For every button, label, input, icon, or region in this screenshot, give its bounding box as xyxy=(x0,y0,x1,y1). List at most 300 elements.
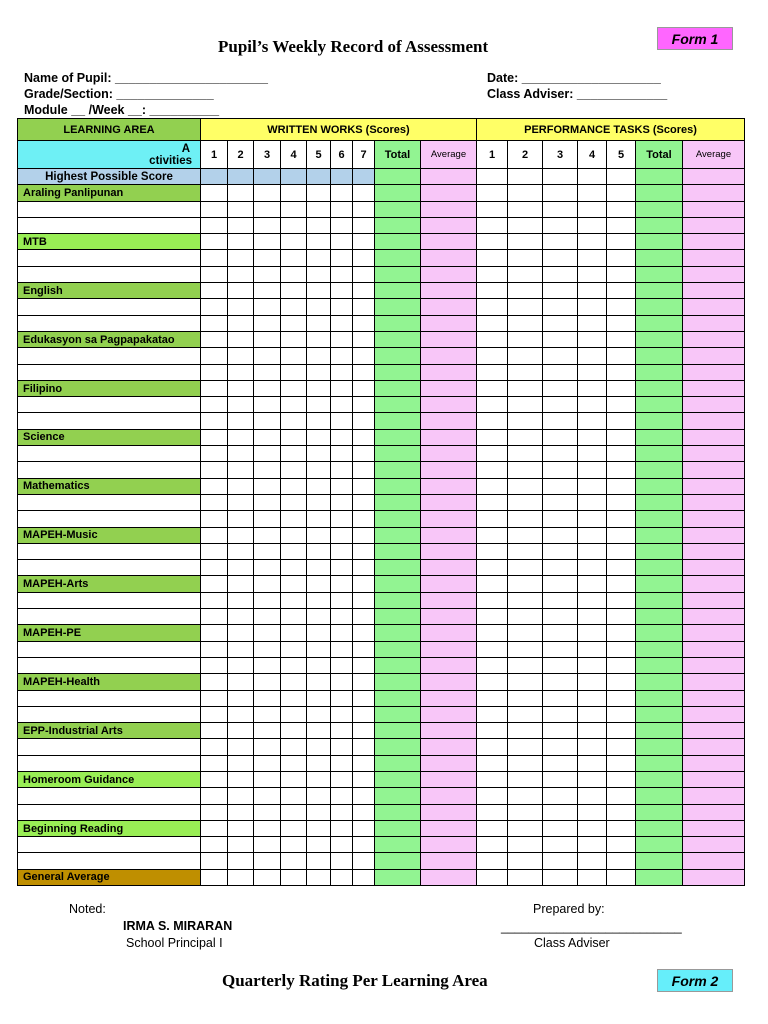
pt-score-cell xyxy=(578,201,607,217)
ww-score-cell xyxy=(353,527,375,543)
ww-score-cell xyxy=(353,511,375,527)
pt-score-cell xyxy=(543,560,578,576)
pt-average-cell xyxy=(683,397,745,413)
ww-score-cell xyxy=(307,478,331,494)
pt-score-cell xyxy=(477,657,508,673)
pt-score-cell xyxy=(543,283,578,299)
ww-score-cell xyxy=(353,331,375,347)
ww-score-cell xyxy=(331,331,353,347)
pt-score-cell xyxy=(607,462,636,478)
ww-score-cell xyxy=(353,771,375,787)
ww-score-cell xyxy=(228,657,254,673)
pt-score-cell xyxy=(578,527,607,543)
pt-score-cell xyxy=(578,543,607,559)
ww-score-cell xyxy=(331,413,353,429)
ww-average-cell xyxy=(421,348,477,364)
ww-score-cell xyxy=(353,543,375,559)
ww-score-cell xyxy=(331,543,353,559)
quarterly-rating-title: Quarterly Rating Per Learning Area xyxy=(222,971,488,990)
pt-average-cell xyxy=(683,315,745,331)
ww-score-cell xyxy=(228,723,254,739)
ww-score-cell xyxy=(228,853,254,869)
pt-score-cell xyxy=(477,169,508,185)
ww-score-cell xyxy=(228,543,254,559)
table-row xyxy=(18,511,745,527)
ww-score-cell xyxy=(307,690,331,706)
pt-score-cell xyxy=(477,413,508,429)
ww-score-cell xyxy=(201,315,228,331)
ww-score-cell xyxy=(353,478,375,494)
ww-score-cell xyxy=(281,315,307,331)
ww-score-cell xyxy=(228,755,254,771)
pt-score-cell xyxy=(578,250,607,266)
pt-average-cell xyxy=(683,853,745,869)
pt-score-cell xyxy=(578,331,607,347)
subject-row xyxy=(18,185,745,201)
ww-average-cell xyxy=(421,723,477,739)
ww-score-cell xyxy=(331,853,353,869)
ww-average-header: Average xyxy=(421,141,477,169)
pt-score-cell xyxy=(477,788,508,804)
activities-letter: A xyxy=(181,142,190,155)
ww-score-cell xyxy=(307,217,331,233)
ww-total-cell xyxy=(375,869,421,885)
pt-total-cell xyxy=(636,690,683,706)
ww-score-cell xyxy=(201,446,228,462)
ww-score-cell xyxy=(254,380,281,396)
written-works-header: WRITTEN WORKS (Scores) xyxy=(201,119,477,141)
ww-score-cell xyxy=(353,657,375,673)
pt-score-cell xyxy=(607,299,636,315)
pt-score-cell xyxy=(578,446,607,462)
ww-score-cell xyxy=(353,820,375,836)
pt-score-cell xyxy=(578,380,607,396)
ww-score-cell xyxy=(353,853,375,869)
ww-score-cell xyxy=(201,413,228,429)
pt-score-cell xyxy=(477,429,508,445)
ww-score-cell xyxy=(228,771,254,787)
pt-score-cell xyxy=(477,527,508,543)
pt-score-cell xyxy=(607,397,636,413)
pt-score-cell xyxy=(543,723,578,739)
pt-score-cell xyxy=(543,494,578,510)
pt-score-cell xyxy=(477,543,508,559)
table-row xyxy=(18,250,745,266)
ww-score-cell xyxy=(281,462,307,478)
subject-row xyxy=(18,234,745,250)
pt-score-cell xyxy=(543,266,578,282)
general-average-row xyxy=(18,869,745,885)
subject-blank-cell xyxy=(18,543,201,559)
subject-blank-cell xyxy=(18,397,201,413)
pt-score-cell xyxy=(508,380,543,396)
ww-average-cell xyxy=(421,380,477,396)
pt-score-cell xyxy=(607,543,636,559)
ww-total-cell xyxy=(375,446,421,462)
pt-score-cell xyxy=(607,853,636,869)
ww-score-cell xyxy=(281,837,307,853)
table-row xyxy=(18,201,745,217)
pt-score-cell xyxy=(543,250,578,266)
ww-average-cell xyxy=(421,739,477,755)
pt-score-cell xyxy=(508,511,543,527)
pt-total-cell xyxy=(636,543,683,559)
ww-score-cell xyxy=(281,560,307,576)
pt-score-cell xyxy=(607,788,636,804)
ww-score-cell xyxy=(331,527,353,543)
pt-average-cell xyxy=(683,364,745,380)
ww-score-cell xyxy=(307,494,331,510)
pt-total-cell xyxy=(636,527,683,543)
ww-score-cell xyxy=(228,462,254,478)
ww-score-cell xyxy=(254,201,281,217)
subject-label: MAPEH-Health xyxy=(18,674,201,690)
pt-score-cell xyxy=(508,820,543,836)
ww-total-cell xyxy=(375,804,421,820)
pt-total-cell xyxy=(636,820,683,836)
highest-score-row xyxy=(18,169,745,185)
ww-score-cell xyxy=(254,560,281,576)
pt-score-cell xyxy=(543,429,578,445)
ww-score-cell xyxy=(228,690,254,706)
pt-average-cell xyxy=(683,706,745,722)
ww-score-cell xyxy=(307,348,331,364)
ww-score-cell xyxy=(228,788,254,804)
ww-score-cell xyxy=(201,625,228,641)
ww-score-cell xyxy=(281,397,307,413)
pt-score-cell xyxy=(607,706,636,722)
ww-score-cell xyxy=(281,592,307,608)
pt-score-cell xyxy=(477,804,508,820)
ww-average-cell xyxy=(421,266,477,282)
ww-total-cell xyxy=(375,380,421,396)
ww-score-cell xyxy=(307,185,331,201)
ww-average-cell xyxy=(421,217,477,233)
subject-blank-cell xyxy=(18,348,201,364)
pt-average-cell xyxy=(683,788,745,804)
ww-score-cell xyxy=(353,266,375,282)
ww-score-cell xyxy=(307,266,331,282)
pt-score-cell xyxy=(578,853,607,869)
ww-score-cell xyxy=(228,804,254,820)
pt-column-number: 1 xyxy=(477,141,508,169)
ww-score-cell xyxy=(228,820,254,836)
pt-score-cell xyxy=(578,217,607,233)
pt-column-number: 2 xyxy=(508,141,543,169)
subject-blank-cell xyxy=(18,706,201,722)
subject-row xyxy=(18,478,745,494)
pt-average-cell xyxy=(683,185,745,201)
ww-score-cell xyxy=(353,413,375,429)
ww-score-cell xyxy=(331,315,353,331)
ww-score-cell xyxy=(201,690,228,706)
pt-score-cell xyxy=(477,348,508,364)
subject-label: Araling Panlipunan xyxy=(18,185,201,201)
ww-score-cell xyxy=(254,413,281,429)
signature-line: __________________________ xyxy=(501,920,682,934)
pt-score-cell xyxy=(508,234,543,250)
ww-score-cell xyxy=(254,217,281,233)
pt-total-cell xyxy=(636,739,683,755)
pt-score-cell xyxy=(477,625,508,641)
ww-score-cell xyxy=(228,185,254,201)
ww-average-cell xyxy=(421,397,477,413)
ww-score-cell xyxy=(201,706,228,722)
ww-score-cell xyxy=(281,576,307,592)
ww-score-cell xyxy=(254,788,281,804)
general-average-label: General Average xyxy=(18,869,201,885)
ww-score-cell xyxy=(228,169,254,185)
pt-score-cell xyxy=(607,234,636,250)
ww-score-cell xyxy=(353,869,375,885)
pt-score-cell xyxy=(543,609,578,625)
pt-score-cell xyxy=(543,299,578,315)
ww-total-cell xyxy=(375,266,421,282)
pt-score-cell xyxy=(607,609,636,625)
pt-score-cell xyxy=(508,771,543,787)
pt-score-cell xyxy=(477,755,508,771)
ww-score-cell xyxy=(228,380,254,396)
ww-score-cell xyxy=(254,592,281,608)
ww-score-cell xyxy=(353,755,375,771)
ww-score-cell xyxy=(201,511,228,527)
table-row xyxy=(18,853,745,869)
pt-average-cell xyxy=(683,657,745,673)
ww-score-cell xyxy=(228,266,254,282)
ww-score-cell xyxy=(254,462,281,478)
pt-average-cell xyxy=(683,169,745,185)
pt-score-cell xyxy=(477,609,508,625)
pt-average-cell xyxy=(683,641,745,657)
pt-score-cell xyxy=(543,576,578,592)
pt-score-cell xyxy=(477,250,508,266)
ww-score-cell xyxy=(281,690,307,706)
pt-total-cell xyxy=(636,478,683,494)
ww-average-cell xyxy=(421,853,477,869)
pt-score-cell xyxy=(543,315,578,331)
pt-score-cell xyxy=(508,299,543,315)
subject-blank-cell xyxy=(18,364,201,380)
ww-score-cell xyxy=(307,674,331,690)
pt-total-cell xyxy=(636,397,683,413)
pt-score-cell xyxy=(508,283,543,299)
ww-score-cell xyxy=(353,380,375,396)
ww-score-cell xyxy=(254,315,281,331)
pt-score-cell xyxy=(508,364,543,380)
pt-score-cell xyxy=(578,641,607,657)
ww-score-cell xyxy=(201,283,228,299)
pt-average-cell xyxy=(683,494,745,510)
pt-average-cell xyxy=(683,576,745,592)
subject-blank-cell xyxy=(18,804,201,820)
ww-score-cell xyxy=(201,201,228,217)
ww-score-cell xyxy=(254,185,281,201)
ww-score-cell xyxy=(281,348,307,364)
ww-score-cell xyxy=(331,625,353,641)
pt-score-cell xyxy=(508,185,543,201)
ww-column-number: 3 xyxy=(254,141,281,169)
pt-average-cell xyxy=(683,543,745,559)
ww-column-number: 7 xyxy=(353,141,375,169)
ww-score-cell xyxy=(254,609,281,625)
pt-score-cell xyxy=(578,739,607,755)
ww-total-cell xyxy=(375,739,421,755)
ww-score-cell xyxy=(353,788,375,804)
ww-score-cell xyxy=(353,315,375,331)
pt-score-cell xyxy=(578,315,607,331)
ww-score-cell xyxy=(228,348,254,364)
pt-total-cell xyxy=(636,755,683,771)
pt-total-cell xyxy=(636,853,683,869)
pt-score-cell xyxy=(543,462,578,478)
ww-average-cell xyxy=(421,413,477,429)
ww-total-cell xyxy=(375,592,421,608)
subject-blank-cell xyxy=(18,250,201,266)
ww-average-cell xyxy=(421,299,477,315)
ww-average-cell xyxy=(421,576,477,592)
pt-score-cell xyxy=(578,609,607,625)
pt-score-cell xyxy=(543,511,578,527)
ww-score-cell xyxy=(307,462,331,478)
pt-score-cell xyxy=(477,592,508,608)
pt-score-cell xyxy=(578,560,607,576)
date-field: Date: ____________________ xyxy=(487,71,661,85)
pt-score-cell xyxy=(477,771,508,787)
pt-score-cell xyxy=(607,283,636,299)
pt-score-cell xyxy=(477,853,508,869)
pt-score-cell xyxy=(477,331,508,347)
pt-total-cell xyxy=(636,380,683,396)
pt-total-cell xyxy=(636,429,683,445)
pt-score-cell xyxy=(607,625,636,641)
pt-score-cell xyxy=(578,869,607,885)
pt-average-cell xyxy=(683,837,745,853)
ww-total-cell xyxy=(375,609,421,625)
subject-label: Science xyxy=(18,429,201,445)
ww-total-cell xyxy=(375,625,421,641)
table-row xyxy=(18,266,745,282)
ww-column-number: 5 xyxy=(307,141,331,169)
pt-score-cell xyxy=(508,576,543,592)
ww-score-cell xyxy=(353,625,375,641)
subject-blank-cell xyxy=(18,641,201,657)
pt-score-cell xyxy=(607,837,636,853)
ww-score-cell xyxy=(254,853,281,869)
ww-score-cell xyxy=(353,283,375,299)
ww-score-cell xyxy=(228,641,254,657)
pt-score-cell xyxy=(543,657,578,673)
pt-total-cell xyxy=(636,641,683,657)
ww-total-cell xyxy=(375,560,421,576)
ww-score-cell xyxy=(281,723,307,739)
form1-badge: Form 1 xyxy=(657,27,733,50)
pt-score-cell xyxy=(607,413,636,429)
ww-score-cell xyxy=(353,690,375,706)
ww-score-cell xyxy=(281,739,307,755)
pt-score-cell xyxy=(543,217,578,233)
table-row xyxy=(18,217,745,233)
ww-total-cell xyxy=(375,234,421,250)
ww-score-cell xyxy=(307,804,331,820)
pt-total-cell xyxy=(636,217,683,233)
pt-total-cell xyxy=(636,185,683,201)
pt-score-cell xyxy=(578,299,607,315)
ww-score-cell xyxy=(201,723,228,739)
pt-total-cell xyxy=(636,837,683,853)
ww-score-cell xyxy=(331,266,353,282)
pt-score-cell xyxy=(508,657,543,673)
pupil-name-field: Name of Pupil: ______________________ xyxy=(24,71,268,85)
ww-score-cell xyxy=(228,527,254,543)
table-row xyxy=(18,837,745,853)
ww-average-cell xyxy=(421,250,477,266)
pt-score-cell xyxy=(508,217,543,233)
ww-score-cell xyxy=(307,397,331,413)
ww-total-cell xyxy=(375,429,421,445)
pt-average-cell xyxy=(683,250,745,266)
ww-score-cell xyxy=(353,429,375,445)
pt-score-cell xyxy=(543,413,578,429)
ww-average-cell xyxy=(421,837,477,853)
ww-score-cell xyxy=(307,723,331,739)
pt-total-cell xyxy=(636,657,683,673)
ww-score-cell xyxy=(353,739,375,755)
pt-score-cell xyxy=(508,429,543,445)
pt-score-cell xyxy=(508,706,543,722)
ww-score-cell xyxy=(281,804,307,820)
ww-score-cell xyxy=(331,494,353,510)
ww-total-cell xyxy=(375,657,421,673)
pt-score-cell xyxy=(508,592,543,608)
pt-score-cell xyxy=(543,739,578,755)
ww-score-cell xyxy=(254,625,281,641)
ww-score-cell xyxy=(201,820,228,836)
ww-score-cell xyxy=(201,641,228,657)
ww-score-cell xyxy=(201,739,228,755)
ww-score-cell xyxy=(307,527,331,543)
ww-score-cell xyxy=(307,299,331,315)
ww-score-cell xyxy=(307,625,331,641)
pt-score-cell xyxy=(477,674,508,690)
pt-score-cell xyxy=(607,527,636,543)
pt-score-cell xyxy=(477,478,508,494)
subject-blank-cell xyxy=(18,853,201,869)
pt-score-cell xyxy=(578,706,607,722)
ww-total-cell xyxy=(375,185,421,201)
pt-score-cell xyxy=(578,690,607,706)
principal-title: School Principal I xyxy=(126,936,223,950)
pt-score-cell xyxy=(607,641,636,657)
pt-score-cell xyxy=(508,543,543,559)
ww-score-cell xyxy=(307,820,331,836)
ww-score-cell xyxy=(228,592,254,608)
pt-score-cell xyxy=(607,331,636,347)
ww-score-cell xyxy=(281,788,307,804)
subject-blank-cell xyxy=(18,315,201,331)
ww-average-cell xyxy=(421,869,477,885)
pt-score-cell xyxy=(477,315,508,331)
subject-label: Homeroom Guidance xyxy=(18,771,201,787)
ww-score-cell xyxy=(201,755,228,771)
pt-score-cell xyxy=(508,837,543,853)
ww-average-cell xyxy=(421,511,477,527)
ww-average-cell xyxy=(421,609,477,625)
ww-score-cell xyxy=(228,234,254,250)
pt-total-cell xyxy=(636,266,683,282)
pt-average-cell xyxy=(683,283,745,299)
ww-score-cell xyxy=(331,250,353,266)
pt-score-cell xyxy=(578,478,607,494)
